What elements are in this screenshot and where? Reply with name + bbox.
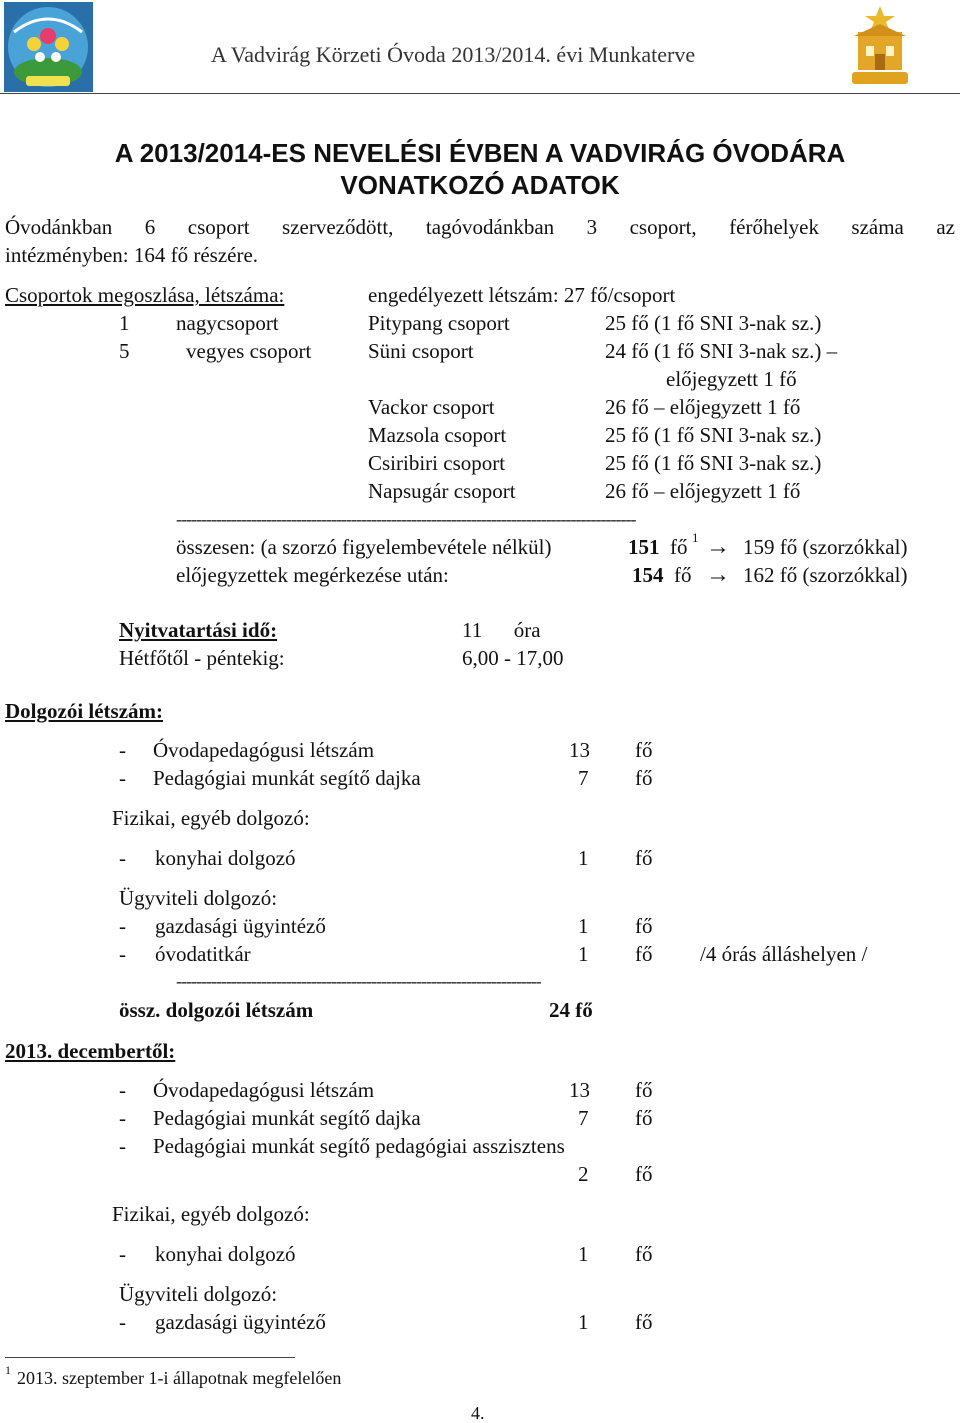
unit: fő: [635, 766, 653, 790]
page-title-line2: VONATKOZÓ ADATOK: [340, 170, 620, 200]
list-dash: -: [119, 1134, 126, 1158]
group-row1-value: 25 fő (1 fő SNI 3-nak sz.): [605, 311, 822, 335]
intro-line1: Óvodánkban 6 csoport szerveződött, tagóvodánkban 3 csoport, férőhelyek száma az: [5, 215, 955, 239]
unit: fő: [635, 738, 653, 762]
pre-with: 162 fő (szorzókkal): [743, 563, 908, 587]
total-unit: fő: [670, 535, 688, 559]
dec-assistant-label: Pedagógiai munkát segítő pedagógiai asszisztens: [153, 1134, 565, 1158]
staff-phys-heading: Fizikai, egyéb dolgozó:: [112, 806, 310, 830]
unit: fő: [635, 1078, 653, 1102]
group-name: Napsugár csoport: [368, 479, 516, 503]
footnote-rule: [5, 1357, 295, 1358]
group-row1-type: nagycsoport: [176, 311, 279, 335]
unit: fő: [635, 1242, 653, 1266]
group-row2-value2: előjegyzett 1 fő: [666, 367, 797, 391]
unit: fő: [635, 846, 653, 870]
dec-econ-num: 1: [578, 1310, 589, 1334]
list-dash: -: [119, 738, 126, 762]
dec-phys-heading: Fizikai, egyéb dolgozó:: [112, 1202, 310, 1226]
dec-admin-heading: Ügyviteli dolgozó:: [119, 1282, 278, 1306]
opening-days-label: Hétfőtől - péntekig:: [119, 646, 285, 670]
list-dash: -: [119, 1106, 126, 1130]
group-row2-name: Süni csoport: [368, 339, 474, 363]
header-title: A Vadvirág Körzeti Óvoda 2013/2014. évi Munkaterve: [211, 42, 696, 67]
footnote-mark: 1: [5, 1363, 11, 1377]
unit: fő: [635, 914, 653, 938]
list-dash: -: [119, 1310, 126, 1334]
group-value: 26 fő – előjegyzett 1 fő: [605, 395, 801, 419]
total-label: összesen: (a szorzó figyelembevétele nélkül): [176, 535, 552, 559]
dec-ped-num: 13: [569, 1078, 590, 1102]
group-row1-name: Pitypang csoport: [368, 311, 510, 335]
staff-secretary-num: 1: [578, 942, 589, 966]
staff-total-label: össz. dolgozói létszám: [119, 998, 314, 1022]
dec-econ-label: gazdasági ügyintéző: [155, 1310, 326, 1334]
dec-dajka-label: Pedagógiai munkát segítő dajka: [153, 1106, 421, 1130]
groups-separator: --------------------------------------------------------------------------------------------: [176, 510, 636, 528]
group-name: Csiribiri csoport: [368, 451, 506, 475]
intro-paragraph: [5, 213, 955, 269]
group-row2-count: 5: [119, 339, 130, 363]
pre-unit: fő: [674, 563, 692, 587]
page-number: 4.: [471, 1403, 485, 1423]
dec-assistant-num: 2: [578, 1162, 589, 1186]
footnote-text: 2013. szeptember 1-i állapotnak megfelelően: [17, 1368, 342, 1388]
group-row1-count: 1: [119, 311, 130, 335]
list-dash: -: [119, 942, 126, 966]
group-value: 26 fő – előjegyzett 1 fő: [605, 479, 801, 503]
vadvirag-logo: [4, 2, 93, 92]
staff-dajka-num: 7: [578, 766, 589, 790]
dec-kitchen-label: konyhai dolgozó: [155, 1242, 296, 1266]
csillagvar-logo: [844, 2, 916, 86]
opening-days-value: 6,00 - 17,00: [462, 646, 564, 670]
total-value: 151: [628, 535, 660, 559]
unit: fő: [635, 1106, 653, 1130]
intro-line2: intézményben: 164 fő részére.: [5, 243, 259, 267]
arrow-icon: →: [706, 562, 730, 588]
opening-label: Nyitvatartási idő:: [119, 618, 278, 642]
groups-allowed: engedélyezett létszám: 27 fő/csoport: [368, 283, 676, 307]
header-rule: [0, 93, 960, 94]
staff-dajka-label: Pedagógiai munkát segítő dajka: [153, 766, 421, 790]
unit: fő: [635, 942, 653, 966]
unit: fő: [635, 1310, 653, 1334]
group-row2-value: 24 fő (1 fő SNI 3-nak sz.) –: [605, 339, 838, 363]
group-name: Vackor csoport: [368, 395, 495, 419]
staff-total-value: 24 fő: [549, 998, 593, 1022]
footnote-ref: 1: [692, 530, 699, 545]
page-title-line1: A 2013/2014-ES NEVELÉSI ÉVBEN A VADVIRÁG ÓVODÁRA: [114, 138, 846, 168]
staff-kitchen-label: konyhai dolgozó: [155, 846, 296, 870]
total-with: 159 fő (szorzókkal): [743, 535, 908, 559]
staff-ped-label: Óvodapedagógusi létszám: [153, 738, 375, 762]
group-value: 25 fő (1 fő SNI 3-nak sz.): [605, 451, 822, 475]
group-row2-type: vegyes csoport: [186, 339, 312, 363]
list-dash: -: [119, 1078, 126, 1102]
staff-separator: -------------------------------------------------------------------------: [176, 972, 541, 990]
group-value: 25 fő (1 fő SNI 3-nak sz.): [605, 423, 822, 447]
staff-econ-num: 1: [578, 914, 589, 938]
opening-value: 11 óra: [462, 618, 541, 642]
staff-heading: Dolgozói létszám:: [5, 699, 164, 723]
unit: fő: [635, 1162, 653, 1186]
pre-value: 154: [632, 563, 664, 587]
list-dash: -: [119, 1242, 126, 1266]
group-name: Mazsola csoport: [368, 423, 507, 447]
arrow-icon: →: [706, 534, 730, 560]
list-dash: -: [119, 766, 126, 790]
staff-admin-heading: Ügyviteli dolgozó:: [119, 886, 278, 910]
staff-econ-label: gazdasági ügyintéző: [155, 914, 326, 938]
groups-heading: Csoportok megoszlása, létszáma:: [5, 283, 285, 307]
list-dash: -: [119, 846, 126, 870]
december-heading: 2013. decembertől:: [5, 1039, 176, 1063]
dec-kitchen-num: 1: [578, 1242, 589, 1266]
dec-ped-label: Óvodapedagógusi létszám: [153, 1078, 375, 1102]
pre-label: előjegyzettek megérkezése után:: [176, 563, 449, 587]
list-dash: -: [119, 914, 126, 938]
staff-secretary-note: /4 órás álláshelyen /: [700, 942, 868, 966]
staff-kitchen-num: 1: [578, 846, 589, 870]
staff-ped-num: 13: [569, 738, 590, 762]
dec-dajka-num: 7: [578, 1106, 589, 1130]
staff-secretary-label: óvodatitkár: [155, 942, 251, 966]
